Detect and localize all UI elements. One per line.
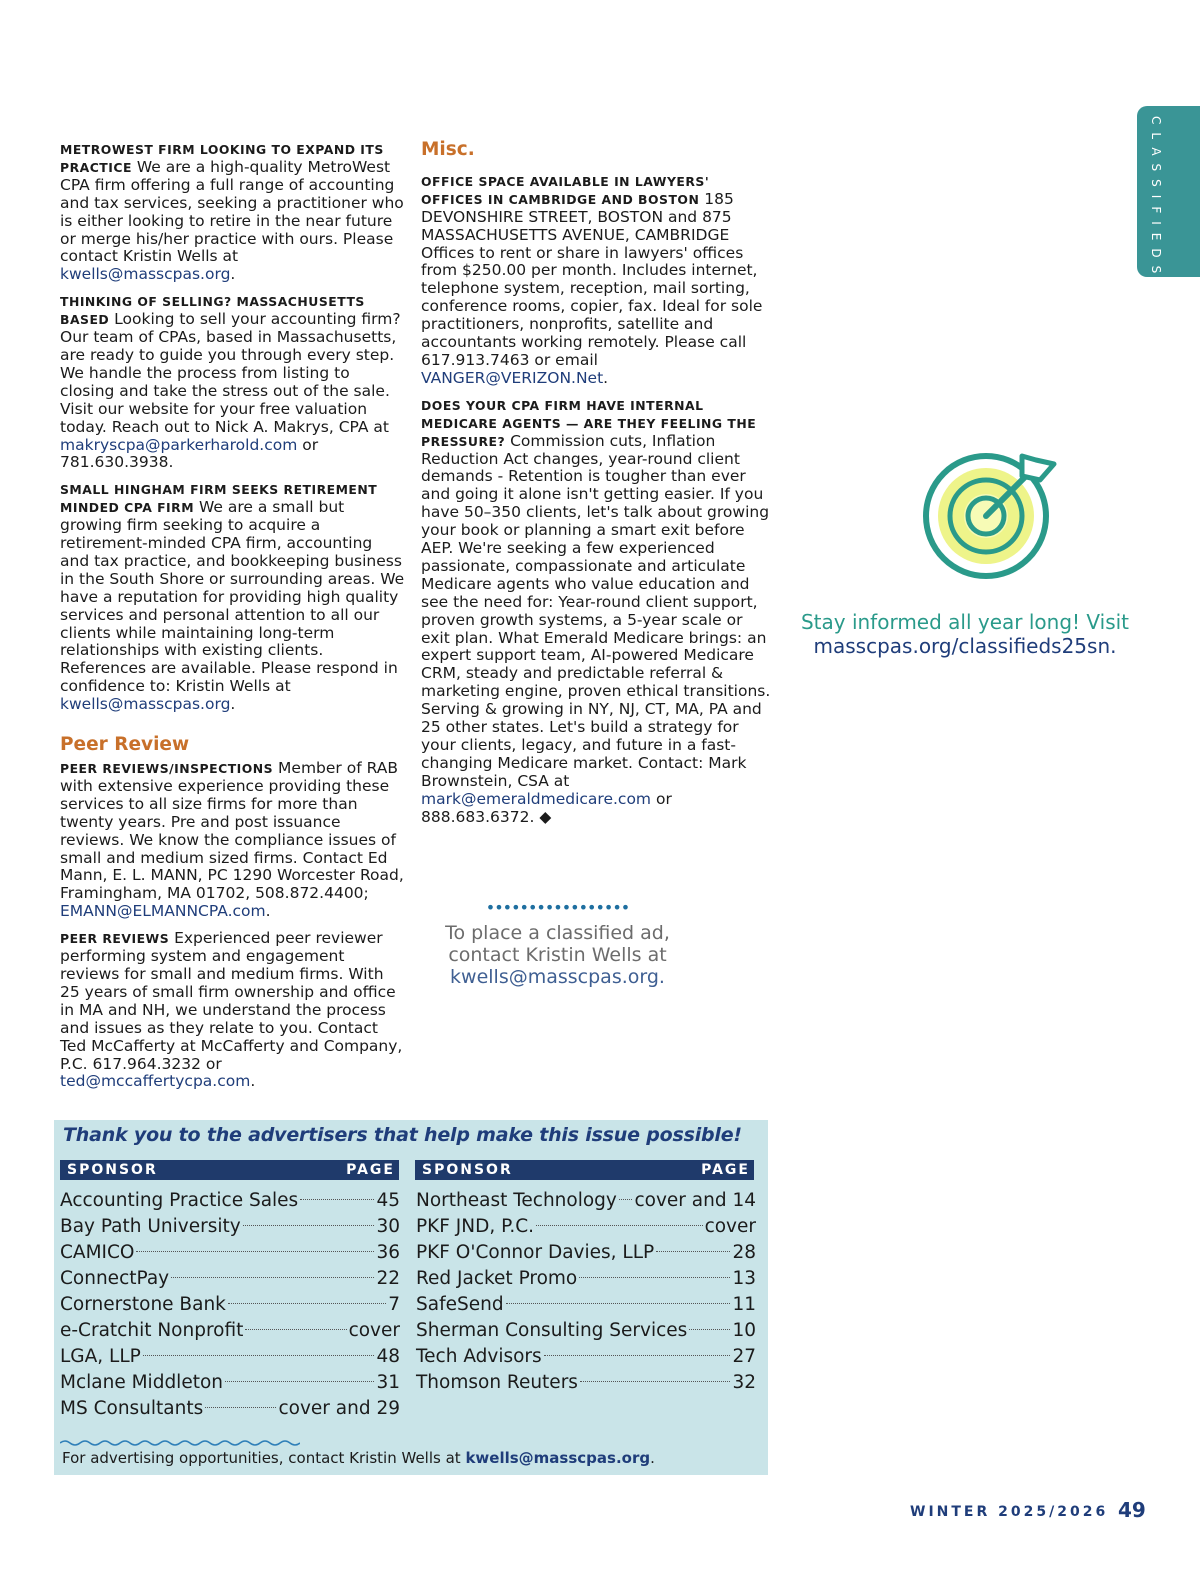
place-ad-notice: [425, 900, 690, 988]
table-header-right: [415, 1160, 754, 1180]
sponsor-name: MS Consultants: [60, 1398, 204, 1419]
sponsor-name: Cornerstone Bank: [60, 1294, 226, 1315]
classified-ad: PEER REVIEWS/INSPECTIONS Member of RAB with extensive experience providing these services to all size firms for more than twenty years. Pre and post issuance reviews. We know the compliance issues of small and medium sized firms. Contact Ed Mann, E. L. MANN, PC 1290 Worcester Road, Framingham, MA 01702, 508.872.4400; EMANN@ELMANNCPA.com.: [60, 759, 404, 921]
sponsor-row: [416, 1292, 756, 1318]
advertisers-title: Thank you to the advertisers that help make this issue possible!: [63, 1124, 742, 1146]
page-number: 49: [1118, 1498, 1146, 1522]
sponsor-name: Mclane Middleton: [60, 1372, 224, 1393]
sponsor-row: [416, 1370, 756, 1396]
classified-ad: DOES YOUR CPA FIRM HAVE INTERNAL MEDICARE AGENTS — ARE THEY FEELING THE PRESSURE? Commission cuts, Inflation Reduction Act changes, year-round client demands - Retention is tougher than ever and going it alone isn't getting easier. If you have 50–350 clients, let's talk about growing your book or planning a smart exit before AEP. We're seeking a few experienced passionate, compassionate and articulate Medicare agents who value education and see the need for: Year-round client support, proven growth systems, a 5-year scale or exit plan. What Emerald Medicare brings: an expert support team, AI-powered Medicare CRM, steady and predictable referral & marketing engine, proven ethical transitions. Serving & growing in NY, NJ, CT, MA, PA and 25 other states. Let's build a strategy for your clients, legacy, and future in a fast-changing Medicare market. Contact: Mark Brownstein, CSA at mark@emeraldmedicare.com or 888.683.6372. ◆: [421, 397, 771, 826]
section-tab: [1137, 106, 1200, 282]
sponsor-row: [416, 1240, 756, 1266]
sponsor-name: Sherman Consulting Services: [416, 1320, 688, 1341]
column-header-page: PAGE: [346, 1162, 395, 1178]
ad-heading: DOES YOUR CPA FIRM HAVE INTERNAL MEDICARE AGENTS — ARE THEY FEELING THE PRESSURE?: [421, 397, 757, 449]
column-header-page: PAGE: [701, 1162, 750, 1178]
classified-ad: THINKING OF SELLING? MASSACHUSETTS BASED Looking to sell your accounting firm? Our team of CPAs, based in Massachusetts, are ready to guide you through every step. We handle the process from listing to closing and take the stress out of the sale. Visit our website for your free valuation today. Reach out to Nick A. Makrys, CPA at makryscpa@parkerharold.com or 781.630.3938.: [60, 294, 401, 472]
classified-ad: PEER REVIEWS Experienced peer reviewer performing system and engagement reviews for small and medium firms. With 25 years of small firm ownership and office in MA and NH, we understand the process and issues as they relate to you. Contact Ted McCafferty at McCafferty and Company, P.C. 617.964.3232 or ted@mccaffertycpa.com.: [60, 929, 403, 1091]
advertising-contact-text: For advertising opportunities, contact Kristin Wells at: [62, 1449, 461, 1467]
sponsor-row: [60, 1396, 400, 1422]
advertising-contact: For advertising opportunities, contact Kristin Wells at kwells@masscpas.org.: [62, 1449, 655, 1467]
sponsor-row: [60, 1292, 400, 1318]
sponsor-row: [60, 1214, 400, 1240]
ad-email-link[interactable]: kwells@masscpas.org: [60, 695, 231, 714]
wave-divider-icon: [60, 1439, 300, 1447]
sponsor-row: [60, 1240, 400, 1266]
sponsor-page: 48: [376, 1346, 400, 1367]
classified-ad: SMALL HINGHAM FIRM SEEKS RETIREMENT MINDED CPA FIRM We are a small but growing firm seeking to acquire a retirement-minded CPA firm, accounting and tax practice, and bookkeeping business in the South Shore or surrounding areas. We have a reputation for providing high quality services and personal attention to all our clients while maintaining long-term relationships with existing clients. References are available. Please respond in confidence to: Kristin Wells at kwells@masscpas.org.: [60, 482, 405, 714]
sponsor-row: [416, 1188, 756, 1214]
sponsor-page: 13: [732, 1268, 756, 1289]
advertising-email-link[interactable]: kwells@masscpas.org: [465, 1449, 651, 1467]
sponsor-list-right: [416, 1188, 756, 1396]
ad-body: Looking to sell your accounting firm? Our team of CPAs, based in Massachusetts, are ready to guide you through every step. We handle the process from listing to closing and take the stress out of the sale. Visit our website for your free valuation today. Reach out to Nick A. Makrys, CPA at: [60, 310, 401, 436]
classifieds-column-2: [421, 141, 773, 836]
ad-email-link[interactable]: kwells@masscpas.org: [60, 265, 231, 284]
sponsor-name: PKF O'Connor Davies, LLP: [416, 1242, 655, 1263]
sponsor-row: [416, 1214, 756, 1240]
place-ad-text: To place a classified ad, contact Kristin Wells at: [445, 922, 670, 966]
sponsor-name: ConnectPay: [60, 1268, 170, 1289]
ad-heading: SMALL HINGHAM FIRM SEEKS RETIREMENT MINDED CPA FIRM: [60, 482, 378, 516]
sponsor-page: 31: [376, 1372, 400, 1393]
sponsor-row: [416, 1266, 756, 1292]
ad-heading: PEER REVIEWS: [60, 931, 170, 947]
sponsor-page: cover and 14: [634, 1190, 756, 1211]
ad-email-link[interactable]: EMANN@ELMANNCPA.com: [60, 902, 266, 921]
section-heading-peer-review: Peer Review: [60, 734, 190, 756]
sponsor-name: Bay Path University: [60, 1216, 241, 1237]
section-heading-misc: Misc.: [421, 139, 475, 160]
sponsor-list-left: [60, 1188, 400, 1422]
sponsor-page: 30: [376, 1216, 400, 1237]
sponsor-page: 10: [732, 1320, 756, 1341]
ad-body: 185 DEVONSHIRE STREET, BOSTON and 875 MASSACHUSETTS AVENUE, CAMBRIDGE Offices to rent or share in lawyers' offices from $250.00 per month. Includes internet, telephone system, reception, mail sorting, conference rooms, copier, fax. Ideal for sole practitioners, nonprofits, satellite and accountants working remotely. Please call 617.913.7463 or email: [421, 189, 763, 369]
promo-link[interactable]: masscpas.org/classifieds25sn.: [813, 634, 1117, 658]
sponsor-name: LGA, LLP: [60, 1346, 141, 1367]
ad-body: Member of RAB with extensive experience providing these services to all size firms for more than twenty years. Pre and post issuance reviews. We know the compliance issues of small and medium sized firms. Contact Ed Mann, E. L. MANN, PC 1290 Worcester Road, Framingham, MA 01702, 508.872.4400;: [60, 759, 404, 903]
issue-label: WINTER 2025/2026: [910, 1504, 1109, 1520]
sponsor-row: [416, 1318, 756, 1344]
advertisers-panel: [54, 1120, 768, 1475]
sponsor-page: 27: [732, 1346, 756, 1367]
sponsor-page: 22: [376, 1268, 400, 1289]
ad-heading: THINKING OF SELLING? MASSACHUSETTS BASED: [60, 294, 365, 328]
sponsor-row: [416, 1344, 756, 1370]
ad-body: Experienced peer reviewer performing system and engagement reviews for small and medium firms. With 25 years of small firm ownership and office in MA and NH, we understand the process and issues as they relate to you. Contact Ted McCafferty at McCafferty and Company, P.C. 617.964.3232 or: [60, 929, 403, 1073]
classified-ad: METROWEST FIRM LOOKING TO EXPAND ITS PRACTICE We are a high-quality MetroWest CPA firm offering a full range of accounting and tax services, seeking a practitioner who is either looking to retire in the near future or merge his/her practice with ours. Please contact Kristin Wells at kwells@masscpas.org.: [60, 142, 404, 284]
ad-heading: METROWEST FIRM LOOKING TO EXPAND ITS PRACTICE: [60, 142, 384, 175]
sponsor-name: Thomson Reuters: [416, 1372, 578, 1393]
ad-body: We are a small but growing firm seeking to acquire a retirement-minded CPA firm, accounting and tax practice, and bookkeeping business in the South Shore or surrounding areas. We have a reputation for providing high quality services and personal attention to all our clients while maintaining long-term relationships with existing clients. References are available. Please respond in confidence to: Kristin Wells at: [60, 498, 405, 696]
table-header-left: [60, 1160, 399, 1180]
place-ad-email-link[interactable]: kwells@masscpas.org.: [450, 966, 665, 988]
promo-text: Stay informed all year long! Visit: [800, 610, 1130, 634]
sponsor-name: Tech Advisors: [416, 1346, 542, 1367]
section-tab-label: CLASSIFIEDS: [1149, 116, 1163, 282]
sponsor-name: e-Cratchit Nonprofit: [60, 1320, 244, 1341]
ad-heading: PEER REVIEWS/INSPECTIONS: [60, 761, 274, 776]
column-header-sponsor: SPONSOR: [67, 1162, 158, 1178]
sponsor-row: [60, 1370, 400, 1396]
sponsor-page: 32: [732, 1372, 756, 1393]
sponsor-name: SafeSend: [416, 1294, 504, 1315]
column-header-sponsor: SPONSOR: [422, 1162, 513, 1178]
dotted-divider: •••••••••••••••••: [485, 898, 630, 917]
ad-body: We are a high-quality MetroWest CPA firm offering a full range of accounting and tax services, seeking a practitioner who is either looking to retire in the near future or merge his/her practice with ours. Please contact Kristin Wells at: [60, 157, 404, 266]
ad-email-link[interactable]: ted@mccaffertycpa.com: [60, 1072, 251, 1091]
target-arrow-icon: [922, 444, 1058, 580]
sponsor-page: 11: [732, 1294, 756, 1315]
ad-email-link[interactable]: makryscpa@parkerharold.com: [60, 435, 298, 454]
ad-heading: OFFICE SPACE AVAILABLE IN LAWYERS' OFFICES IN CAMBRIDGE AND BOSTON: [421, 173, 710, 207]
sponsor-name: Red Jacket Promo: [416, 1268, 578, 1289]
sponsor-page: cover: [348, 1320, 400, 1341]
sponsor-row: [60, 1318, 400, 1344]
sponsor-page: 36: [376, 1242, 400, 1263]
sponsor-page: cover: [704, 1216, 756, 1237]
sponsor-row: [60, 1266, 400, 1292]
sponsor-page: cover and 29: [278, 1398, 400, 1419]
sponsor-name: Northeast Technology: [416, 1190, 617, 1211]
ad-body: Commission cuts, Inflation Reduction Act changes, year-round client demands - Retention is tougher than ever and going it alone isn't getting easier. If you have 50–350 clients, let's talk about growing your book or planning a smart exit before AEP. We're seeking a few experienced passionate, compassionate and articulate Medicare agents who value education and see the need for: Year-round client support, proven growth systems, a 5-year scale or exit plan. What Emerald Medicare brings: an expert support team, AI-powered Medicare CRM, steady and predictable referral & marketing engine, proven ethical transitions. Serving & growing in NY, NJ, CT, MA, PA and 25 other states. Let's build a strategy for your clients, legacy, and future in a fast-changing Medicare market. Contact: Mark Brownstein, CSA at: [421, 431, 771, 790]
stay-informed-promo: [790, 610, 1140, 658]
sponsor-page: 28: [732, 1242, 756, 1263]
ad-email-link[interactable]: VANGER@VERIZON.Net: [421, 368, 604, 387]
ad-email-link[interactable]: mark@emeraldmedicare.com: [421, 789, 652, 808]
sponsor-name: CAMICO: [60, 1242, 135, 1263]
sponsor-row: [60, 1344, 400, 1370]
sponsor-page: 7: [388, 1294, 400, 1315]
sponsor-row: [60, 1188, 400, 1214]
sponsor-name: PKF JND, P.C.: [416, 1216, 535, 1237]
classifieds-column-1: [60, 141, 406, 1100]
classified-ad: OFFICE SPACE AVAILABLE IN LAWYERS' OFFICES IN CAMBRIDGE AND BOSTON 185 DEVONSHIRE STREET, BOSTON and 875 MASSACHUSETTS AVENUE, CAMBRIDGE Offices to rent or share in lawyers' offices from $250.00 per month. Includes internet, telephone system, reception, mail sorting, conference rooms, copier, fax. Ideal for sole practitioners, nonprofits, satellite and accountants working remotely. Please call 617.913.7463 or email VANGER@VERIZON.Net.: [421, 173, 763, 387]
sponsor-page: 45: [376, 1190, 400, 1211]
sponsor-name: Accounting Practice Sales: [60, 1190, 299, 1211]
